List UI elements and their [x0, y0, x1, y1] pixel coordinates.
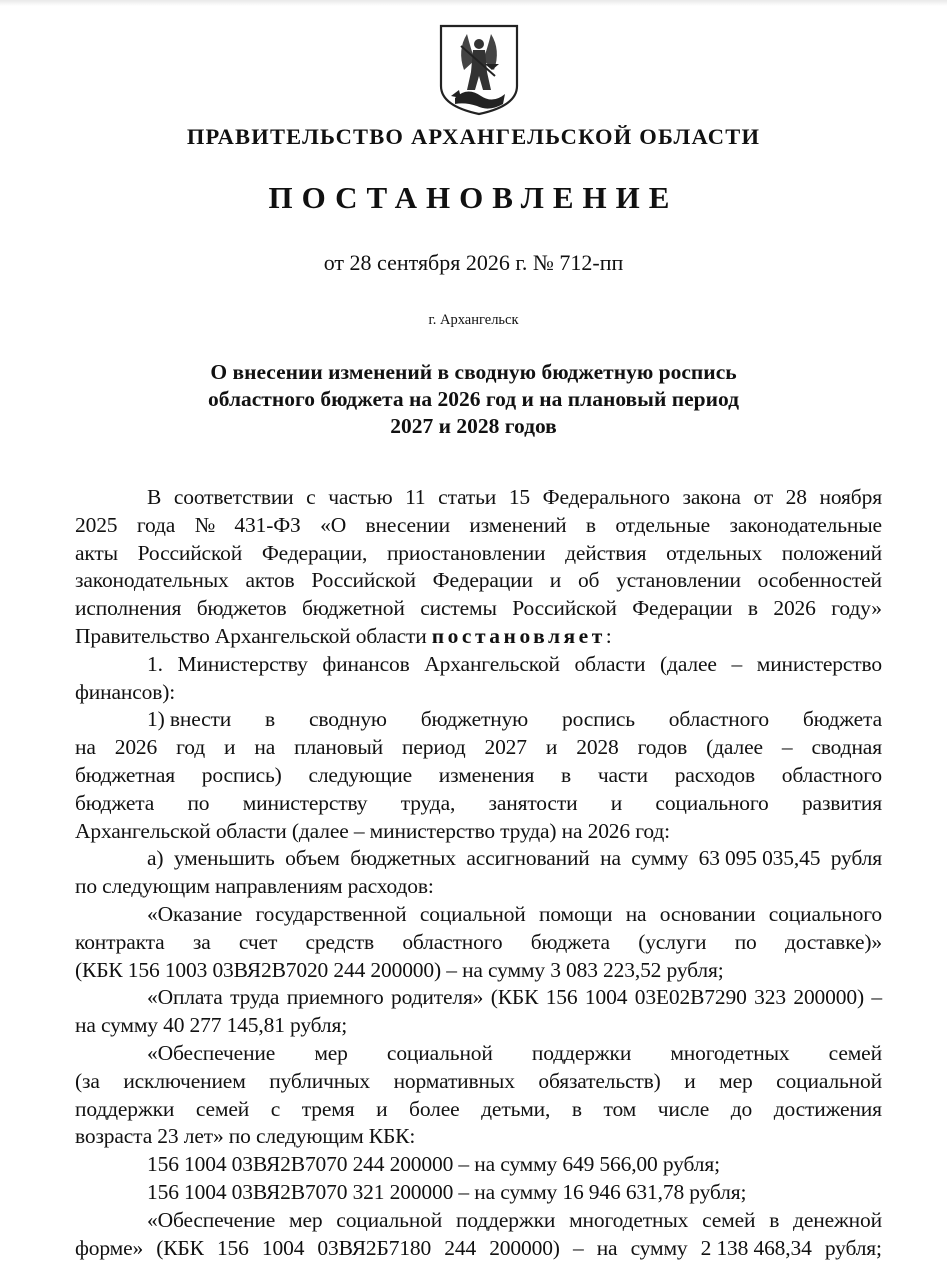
body-text: многодетных	[569, 1207, 689, 1232]
body-text: рубля;	[824, 1235, 882, 1260]
body-line	[75, 845, 882, 873]
body-text: в	[769, 1207, 780, 1232]
body-text: внесении	[365, 512, 450, 537]
body-text: частью	[328, 485, 393, 509]
body-text: и	[610, 790, 623, 815]
body-text: а)	[147, 846, 164, 871]
body-text: на сумму 40 277 145,81 рубля;	[75, 1013, 348, 1038]
body-text: рубля	[830, 846, 882, 871]
body-line	[75, 1151, 882, 1179]
body-text: Российской	[311, 568, 416, 593]
body-text: законодательных	[75, 568, 229, 593]
body-text: труда,	[400, 790, 456, 815]
title-line: областного бюджета на 2026 год и на плановый период	[207, 387, 739, 411]
body-text: нормативных	[393, 1068, 515, 1093]
body-line	[75, 901, 882, 929]
body-text: поддержки	[531, 1040, 632, 1065]
body-text: –	[871, 985, 882, 1010]
body-text: 15	[508, 485, 531, 509]
body-text: 244	[444, 1235, 477, 1260]
body-line	[75, 929, 882, 957]
body-text: Министерству	[177, 651, 308, 676]
body-text: бюджетной	[301, 596, 405, 621]
body-text: по	[734, 929, 757, 954]
body-text: об	[577, 568, 600, 593]
body-text: 156	[545, 985, 578, 1010]
body-text: 1004	[261, 1235, 305, 1260]
body-text: социальной	[776, 1068, 882, 1093]
body-text: поддержки	[75, 1096, 175, 1121]
body-text: более	[409, 1096, 460, 1121]
body-text: родителя»	[391, 985, 484, 1010]
body-text: развития	[801, 790, 882, 815]
body-text: «Обеспечение	[147, 1040, 276, 1065]
body-text: публичных	[269, 1068, 370, 1093]
body-text: государственной	[255, 901, 407, 926]
document-type: ПОСТАНОВЛЕНИЕ	[268, 180, 679, 215]
body-text: законодательные	[729, 512, 882, 537]
body-text: 1004	[584, 985, 628, 1010]
body-text: бюджетов	[196, 596, 287, 621]
body-text: (услуги	[638, 929, 707, 954]
body-text: акты	[75, 540, 118, 565]
body-text: «Обеспечение	[147, 1207, 276, 1232]
body-text: 2 138 468,34	[700, 1235, 812, 1260]
body-line	[75, 484, 882, 512]
body-text: достижения	[773, 1096, 882, 1121]
body-text: на	[625, 901, 647, 926]
body-line	[75, 595, 882, 623]
body-text: социального	[655, 790, 769, 815]
body-text: В	[147, 485, 162, 509]
body-text: и	[684, 1068, 696, 1093]
body-text: (КБК	[156, 1235, 204, 1260]
body-text: помощи	[539, 901, 613, 926]
body-text: год	[176, 735, 206, 760]
body-text: социальной	[386, 1040, 493, 1065]
body-text: ноября	[819, 485, 882, 509]
body-text: «Оказание	[147, 901, 243, 926]
body-line	[75, 790, 882, 818]
body-text: финансов):	[75, 679, 176, 704]
body-text: мер	[314, 1040, 348, 1065]
body-text: семей	[702, 1207, 756, 1232]
body-text: на	[254, 735, 276, 760]
body-text: на	[600, 846, 621, 871]
body-text: на	[596, 1235, 618, 1260]
body-text: мер	[719, 1068, 753, 1093]
body-text: многодетных	[670, 1040, 790, 1065]
body-text: числе	[657, 1096, 710, 1121]
body-text: –	[781, 735, 793, 760]
body-line	[75, 512, 882, 540]
body-text: Правительство Архангельской области	[75, 623, 432, 648]
body-text: семей	[828, 1040, 882, 1065]
body-text: и	[376, 1096, 388, 1121]
body-text: с	[306, 485, 316, 509]
body-text: объем	[285, 846, 340, 871]
body-text: сводная	[811, 735, 882, 760]
body-line	[75, 984, 882, 1012]
body-text: занятости	[488, 790, 578, 815]
body-line	[75, 567, 882, 595]
body-text: роспись)	[201, 762, 282, 787]
body-text: роспись	[561, 707, 635, 732]
coat-of-arms-icon	[437, 20, 521, 116]
body-text: бюджетных	[350, 846, 456, 871]
body-text: доставке)»	[784, 929, 882, 954]
body-text: 63 095 035,45	[698, 846, 821, 871]
body-text: областного	[402, 929, 503, 954]
body-line	[75, 734, 882, 762]
document-body	[75, 484, 882, 1262]
body-text: сумму	[631, 846, 689, 871]
body-text: 2028	[576, 735, 619, 760]
body-text: изменения	[438, 762, 535, 787]
body-text: Архангельской	[424, 651, 560, 676]
body-text: 2026	[114, 735, 158, 760]
body-text: расходов	[674, 762, 755, 787]
body-text: году»	[831, 596, 882, 621]
body-text: возраста 23 лет» по следующим КБК:	[75, 1124, 416, 1149]
body-text: 11	[405, 485, 426, 509]
body-text: по	[187, 790, 210, 815]
body-text: министерство	[756, 651, 882, 676]
body-line	[75, 540, 882, 568]
body-text: –	[572, 1235, 584, 1260]
body-line	[75, 1123, 882, 1151]
body-text: по следующим направлениям расходов:	[75, 874, 434, 899]
body-text: части	[597, 762, 648, 787]
body-text: и	[224, 735, 236, 760]
body-text: –	[731, 651, 743, 676]
body-line	[75, 1207, 882, 1235]
body-text: «О	[320, 512, 347, 537]
body-line	[75, 706, 882, 734]
body-text: социальной	[419, 901, 526, 926]
body-text: 1.	[147, 651, 163, 676]
document-city: г. Архангельск	[428, 312, 519, 328]
body-text: статьи	[438, 485, 497, 509]
body-text: плановый	[294, 735, 384, 760]
body-text: годов	[637, 735, 688, 760]
body-text: поддержки	[455, 1207, 556, 1232]
body-text: 156 1004 03ВЯ2В7070 244 200000 – на сумму 649 566,00 рубля;	[147, 1152, 720, 1177]
body-text: контракта	[75, 929, 165, 954]
body-text: №	[194, 512, 215, 537]
resolves-colon: :	[605, 623, 612, 648]
body-text: в	[585, 512, 596, 537]
body-line	[75, 957, 882, 985]
body-text: 2025	[75, 512, 118, 537]
body-text: исключением	[123, 1068, 246, 1093]
scan-top-shadow	[0, 0, 947, 6]
body-text: сводную	[308, 707, 387, 732]
body-line	[75, 1179, 882, 1207]
body-text: 156 1004 03ВЯ2В7070 321 200000 – на сумму 16 946 631,78 рубля;	[147, 1179, 747, 1204]
body-text: отдельных	[666, 540, 763, 565]
body-text: бюджетная	[75, 762, 175, 787]
body-text: приостановлении	[386, 540, 546, 565]
body-text: 2027	[484, 735, 527, 760]
body-text: детьми,	[481, 1096, 551, 1121]
body-text: тремя	[301, 1096, 355, 1121]
body-text: уменьшить	[173, 846, 275, 871]
resolves-word: постановляет	[431, 623, 606, 648]
body-text: (за	[75, 1068, 100, 1093]
body-text: в	[561, 762, 572, 787]
body-text: министерству	[242, 790, 368, 815]
body-text: (далее	[706, 735, 763, 760]
body-text: Архангельской области (далее – министерство труда) на 2026 год:	[75, 818, 670, 843]
body-text: соответствии	[173, 485, 294, 509]
body-line	[75, 1235, 882, 1263]
body-text: исполнения	[75, 596, 182, 621]
body-line	[75, 1012, 882, 1040]
body-text: семей	[195, 1096, 250, 1121]
body-text: особенностей	[757, 568, 882, 593]
body-text: установлении	[616, 568, 741, 593]
body-line	[75, 623, 882, 651]
body-text: (КБК 156 1003 03ВЯ2В7020 244 200000) – на сумму 3 083 223,52 рубля;	[75, 957, 724, 982]
body-text: 323	[754, 985, 786, 1010]
body-text: Российской	[137, 540, 243, 565]
document-date-number: от 28 сентября 2026 г. № 712-пп	[323, 250, 624, 275]
body-text: бюджета	[75, 790, 155, 815]
body-text: финансов	[322, 651, 410, 676]
body-text: социального	[768, 901, 882, 926]
body-text: счет	[238, 929, 278, 954]
body-text: период	[402, 735, 466, 760]
body-text: актов	[245, 568, 295, 593]
body-text: Федерального	[542, 485, 670, 509]
body-line	[75, 1068, 882, 1096]
body-text: Федерации	[432, 568, 533, 593]
body-line	[75, 818, 882, 846]
body-line	[75, 873, 882, 901]
body-text: в	[265, 707, 276, 732]
document-title	[0, 359, 947, 440]
title-line: 2027 и 2028 годов	[390, 414, 557, 438]
body-text: приемного	[286, 985, 384, 1010]
body-text: 28	[785, 485, 807, 509]
body-text: отдельные	[615, 512, 711, 537]
body-text: закона	[682, 485, 741, 509]
body-text: Федерации	[632, 596, 733, 621]
body-text: действия	[565, 540, 647, 565]
body-text: 431-ФЗ	[234, 512, 301, 537]
body-line	[75, 651, 882, 679]
body-line	[75, 679, 882, 707]
body-text: областного	[668, 707, 769, 732]
body-text: Российской	[512, 596, 617, 621]
body-text: системы	[420, 596, 497, 621]
body-text: области	[574, 651, 646, 676]
body-text: 03Е02В7290	[634, 985, 747, 1010]
body-text: средств	[305, 929, 375, 954]
body-line	[75, 762, 882, 790]
body-text: 1) внести	[147, 707, 232, 732]
body-text: до	[730, 1096, 753, 1121]
body-text: сумму	[630, 1235, 688, 1260]
body-text: 03ВЯ2Б7180	[317, 1235, 432, 1260]
body-text: 2026	[773, 596, 816, 621]
body-text: изменений	[469, 512, 567, 537]
body-text: форме»	[75, 1235, 144, 1260]
body-text: «Оплата	[147, 985, 223, 1010]
body-text: за	[192, 929, 211, 954]
body-text: 200000)	[489, 1235, 560, 1260]
body-text: областного	[781, 762, 882, 787]
body-text: основании	[659, 901, 756, 926]
body-text: с	[270, 1096, 281, 1121]
body-line	[75, 1040, 882, 1068]
body-text: 156	[216, 1235, 249, 1260]
body-text: бюджета	[530, 929, 610, 954]
body-text: (КБК	[490, 985, 539, 1010]
body-text: (далее	[660, 651, 717, 676]
body-line	[75, 1096, 882, 1124]
body-text: том	[603, 1096, 637, 1121]
body-text: на	[75, 735, 96, 760]
body-text: 200000)	[793, 985, 864, 1010]
organization-name: ПРАВИТЕЛЬСТВО АРХАНГЕЛЬСКОЙ ОБЛАСТИ	[186, 124, 761, 149]
body-text: от	[753, 485, 774, 509]
body-text: денежной	[793, 1207, 882, 1232]
title-line: О внесении изменений в сводную бюджетную роспись	[210, 360, 737, 384]
body-text: и	[549, 568, 562, 593]
body-text: года	[136, 512, 176, 537]
body-text: бюджетную	[420, 707, 529, 732]
body-text: обязательств)	[538, 1068, 661, 1093]
body-text: ассигнований	[466, 846, 590, 871]
body-text: труда	[230, 985, 280, 1010]
body-text: в	[747, 596, 758, 621]
body-text: и	[545, 735, 558, 760]
body-text: в	[571, 1096, 582, 1121]
body-text: бюджета	[802, 707, 882, 732]
body-text: Федерации,	[261, 540, 368, 565]
body-text: мер	[289, 1207, 323, 1232]
body-text: положений	[781, 540, 882, 565]
body-text: социальной	[336, 1207, 443, 1232]
body-text: следующие	[308, 762, 412, 787]
